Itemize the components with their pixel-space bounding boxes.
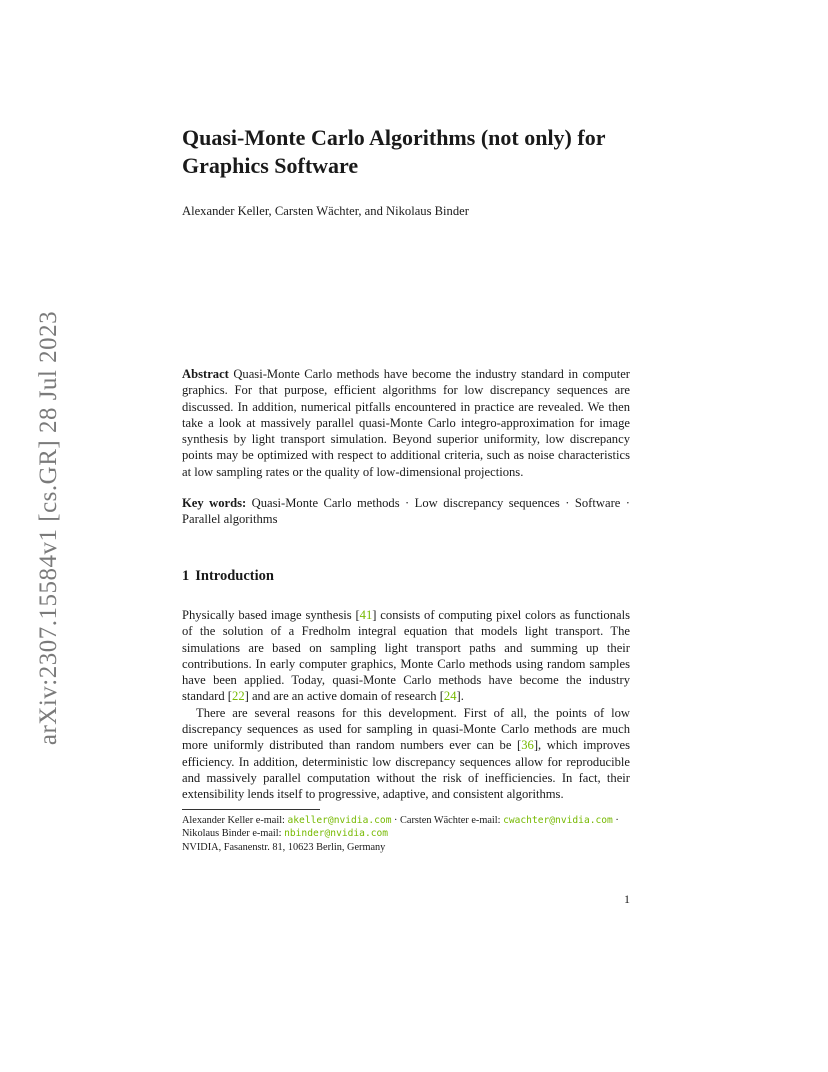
citation-link[interactable]: 24 xyxy=(443,689,457,704)
paragraph xyxy=(182,705,630,803)
footnote-rule xyxy=(182,809,320,810)
paragraph xyxy=(182,607,630,705)
keywords-label: Key words: xyxy=(182,496,247,510)
paper-title: Quasi-Monte Carlo Algorithms (not only) for Graphics Software xyxy=(182,125,606,178)
affiliation-address: NVIDIA, Fasanenstr. 81, 10623 Berlin, Germany xyxy=(182,841,386,853)
email-link[interactable]: nbinder@nvidia.com xyxy=(284,828,389,840)
page-number: 1 xyxy=(624,892,630,906)
email-link[interactable]: akeller@nvidia.com xyxy=(287,815,392,826)
abstract xyxy=(182,366,630,480)
citation-link[interactable]: 22 xyxy=(232,689,245,704)
abstract-label: Abstract xyxy=(182,367,229,381)
citation-link[interactable]: 41 xyxy=(359,608,373,622)
introduction-body xyxy=(182,607,630,803)
keywords xyxy=(182,495,630,528)
footnote-text: · Carsten Wächter e-mail: xyxy=(391,815,504,826)
paragraph-text: ]. xyxy=(456,689,464,704)
paragraph-text: Physically based image synthesis [ xyxy=(182,608,360,622)
arxiv-identifier-text: arXiv:2307.15584v1 [cs.GR] 28 Jul 2023 xyxy=(35,310,62,746)
citation-link[interactable]: 36 xyxy=(521,738,534,753)
footnote-text: · Nikolaus Binder e-mail: xyxy=(182,815,619,840)
author-footnote xyxy=(182,814,634,854)
paragraph-text: There are several reasons for this development. First of all, the points of low discrepancy sequences as used for sampling in quasi-Monte Carlo methods are much more uniformly distributed than random numbers ever can be [ xyxy=(182,705,630,753)
paragraph-text: ], which improves efficiency. In addition, deterministic low discrepancy sequences allow for reproducible and massively parallel computation without the risk of inefficiencies. In fact, their extensibility lends itself to progressive, adaptive, and consistent algorithms. xyxy=(182,738,630,802)
keywords-text: Quasi-Monte Carlo methods · Low discrepancy sequences · Software · Parallel algorithms xyxy=(182,496,630,527)
section-title: Introduction xyxy=(195,568,274,584)
section-heading xyxy=(182,568,274,585)
paragraph-text: ] and are an active domain of research [ xyxy=(244,689,444,704)
paper-authors: Alexander Keller, Carsten Wächter, and Nikolaus Binder xyxy=(182,204,469,218)
email-link[interactable]: cwachter@nvidia.com xyxy=(503,815,613,826)
paragraph-text: ] consists of computing pixel colors as functionals of the solution of a Fredholm integral equation that models light transport. The simulations are based on sampling light transport paths and summing up their contributions. In early computer graphics, Monte Carlo methods using random samples have been applied. Today, quasi-Monte Carlo methods have become the industry standard [ xyxy=(182,608,631,704)
section-number: 1 xyxy=(182,568,190,584)
footnote-text: Alexander Keller e-mail: xyxy=(182,815,288,826)
abstract-text: Quasi-Monte Carlo methods have become the industry standard in computer graphics. For that purpose, efficient algorithms for low discrepancy sequences are discussed. In addition, numerical pitfalls encountered in practice are revealed. We then take a look at massively parallel quasi-Monte Carlo integro-approximation for image synthesis by light transport simulation. Beyond superior uniformity, low discrepancy points may be optimized with respect to additional criteria, such as noise characteristics at low sampling rates or the quality of low-dimensional projections. xyxy=(182,367,631,479)
